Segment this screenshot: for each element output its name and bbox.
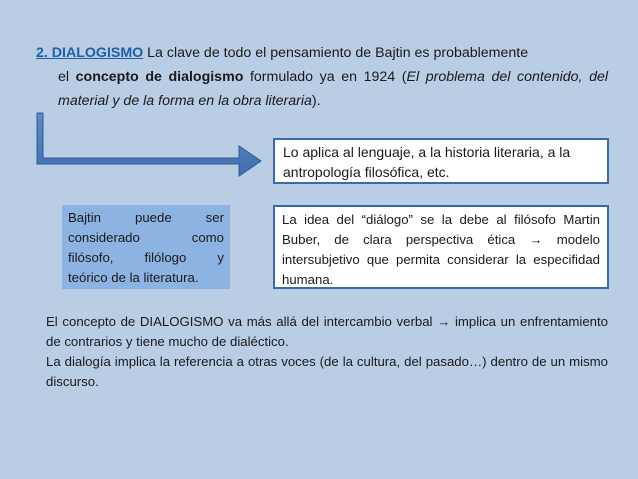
bajtin-line-1: Bajtin puede ser: [68, 210, 224, 225]
bajtin-line-4: teórico de la literatura.: [68, 270, 199, 285]
intro-text-3: formulado ya en 1924 (: [243, 69, 407, 85]
buber-text: La idea del “diálogo” se la debe al filósofo Martin Buber, de clara perspectiva ética → modelo intersubjetivo que permita considerar la especifidad humana.: [282, 212, 600, 287]
applies-text: Lo aplica al lenguaje, a la historia literaria, a la antropología filosófica, etc.: [283, 144, 571, 180]
bajtin-line-2: considerado como: [68, 230, 224, 245]
intro-bold-term: concepto de dialogismo: [75, 69, 244, 85]
bottom-paragraph-2: La dialogía implica la referencia a otras voces (de la cultura, del pasado…) dentro de un mismo discurso.: [46, 354, 608, 389]
bajtin-box: [62, 205, 230, 289]
intro-text-4: ).: [311, 93, 321, 109]
buber-box: [273, 205, 609, 289]
arrow-shape: [37, 113, 261, 176]
intro-text-2: el: [58, 69, 76, 85]
bajtin-line-3: filósofo, filólogo y: [68, 250, 224, 265]
section-heading: 2. DIALOGISMO: [36, 45, 144, 61]
intro-text-1: La clave de todo el pensamiento de Bajtin es probablemente: [143, 45, 529, 61]
bottom-paragraph-1: El concepto de DIALOGISMO va más allá del intercambio verbal → implica un enfrentamiento de contrarios y tiene mucho de dialéctico.: [46, 314, 608, 349]
bottom-text: [46, 312, 608, 392]
applies-box: [273, 138, 609, 184]
intro-italic-work: El problema del contenido, del material y de la forma en la obra literaria: [58, 69, 608, 109]
